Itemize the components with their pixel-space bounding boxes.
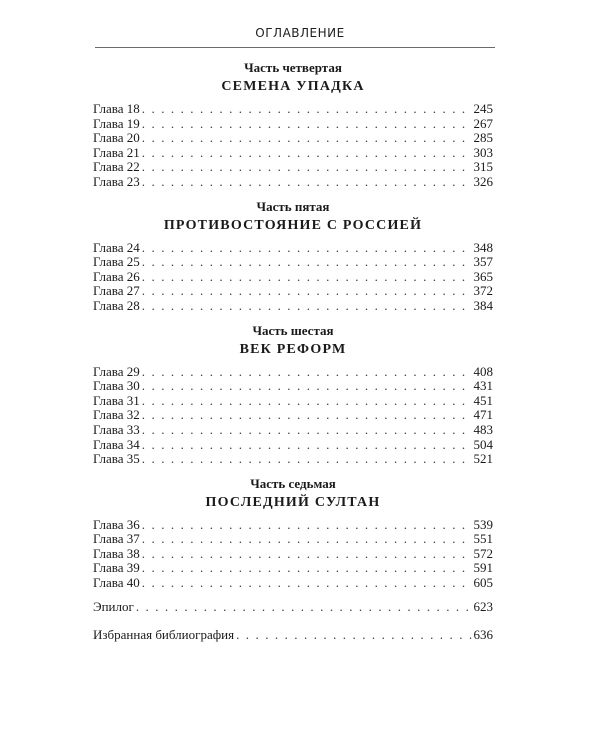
leader-dots — [142, 561, 472, 576]
part-title: ВЕК РЕФОРМ — [239, 341, 347, 357]
entry-page: 285 — [473, 130, 493, 146]
leader-dots — [142, 255, 472, 270]
leader-dots — [142, 438, 472, 453]
entry-label: Глава 32 — [93, 407, 140, 423]
toc-part — [93, 60, 493, 190]
toc-part — [93, 476, 493, 591]
entry-page: 551 — [473, 531, 493, 547]
entry-page: 539 — [473, 516, 493, 532]
entry-page: 408 — [473, 363, 493, 379]
entry-label: Глава 19 — [93, 115, 140, 131]
leader-dots — [142, 131, 472, 146]
toc-entry — [93, 576, 493, 591]
entry-page: 372 — [473, 283, 493, 299]
toc-entry — [93, 146, 493, 161]
entry-page: 483 — [473, 421, 493, 437]
leader-dots — [142, 518, 472, 533]
toc-entry — [93, 394, 493, 409]
leader-dots — [142, 408, 472, 423]
leader-dots — [142, 284, 472, 299]
entry-page: 357 — [473, 254, 493, 270]
entry-label: Глава 35 — [93, 451, 140, 467]
leader-dots — [142, 146, 472, 161]
toc-entry — [93, 423, 493, 438]
entry-page: 245 — [473, 101, 493, 116]
entry-page: 384 — [473, 297, 493, 313]
entry-label: Эпилог — [93, 598, 134, 614]
leader-dots — [142, 117, 472, 132]
toc-entry — [93, 241, 493, 256]
leader-dots — [142, 241, 472, 256]
entry-page: 605 — [473, 575, 493, 591]
entry-label: Глава 18 — [93, 101, 140, 116]
entry-label: Глава 24 — [93, 239, 140, 255]
entry-label: Глава 28 — [93, 297, 140, 313]
leader-dots — [142, 547, 472, 562]
entry-label: Глава 34 — [93, 436, 140, 452]
toc-entry — [93, 117, 493, 132]
leader-dots — [236, 628, 471, 643]
entry-label: Глава 22 — [93, 159, 140, 175]
entry-page: 636 — [473, 627, 493, 643]
leader-dots — [142, 576, 472, 591]
leader-dots — [142, 365, 472, 380]
entry-page: 303 — [473, 144, 493, 160]
part-title: СЕМЕНА УПАДКА — [221, 79, 365, 94]
entry-label: Глава 29 — [93, 363, 140, 379]
leader-dots — [142, 532, 472, 547]
entry-label: Глава 30 — [93, 378, 140, 394]
toc-part — [93, 323, 493, 467]
toc-entry-epilogue — [93, 600, 493, 615]
part-label: Часть шестая — [252, 322, 334, 338]
entry-label: Глава 27 — [93, 283, 140, 299]
entry-page: 431 — [473, 378, 493, 394]
part-label: Часть четвертая — [244, 60, 342, 75]
toc-entry — [93, 518, 493, 533]
toc-entry — [93, 160, 493, 175]
entry-label: Глава 20 — [93, 130, 140, 146]
toc-entry — [93, 408, 493, 423]
toc-entry — [93, 532, 493, 547]
entry-page: 591 — [473, 560, 493, 576]
toc-entry — [93, 438, 493, 453]
toc-content — [93, 60, 493, 643]
header-rule — [95, 47, 495, 48]
leader-dots — [142, 394, 472, 409]
leader-dots — [142, 452, 472, 467]
leader-dots — [142, 379, 472, 394]
entry-label: Глава 33 — [93, 421, 140, 437]
entry-label: Глава 26 — [93, 268, 140, 284]
toc-entry — [93, 379, 493, 394]
entry-label: Глава 39 — [93, 560, 140, 576]
leader-dots — [142, 299, 472, 314]
entry-label: Избранная библиография — [93, 627, 235, 643]
entry-label: Глава 23 — [93, 173, 140, 189]
entry-label: Глава 37 — [93, 531, 140, 547]
part-label: Часть седьмая — [250, 475, 336, 491]
part-title: ПРОТИВОСТОЯНИЕ С РОССИЕЙ — [163, 217, 423, 233]
toc-part — [93, 199, 493, 314]
entry-page: 326 — [473, 173, 493, 189]
leader-dots — [142, 102, 472, 117]
toc-entry — [93, 452, 493, 467]
running-header: ОГЛАВЛЕНИЕ — [255, 26, 345, 40]
leader-dots — [142, 423, 472, 438]
toc-entry-bibliography — [93, 628, 493, 643]
toc-entry — [93, 270, 493, 285]
entry-label: Глава 25 — [93, 254, 140, 270]
leader-dots — [142, 270, 472, 285]
entry-page: 521 — [473, 451, 493, 467]
entry-page: 471 — [473, 407, 493, 423]
toc-entry — [93, 561, 493, 576]
toc-entry — [93, 284, 493, 299]
entry-page: 267 — [473, 115, 493, 131]
entry-page: 504 — [473, 436, 493, 452]
entry-page: 315 — [473, 159, 493, 175]
leader-dots — [136, 600, 472, 615]
entry-page: 451 — [473, 392, 493, 408]
entry-page: 572 — [473, 545, 493, 561]
toc-entry — [93, 175, 493, 190]
leader-dots — [142, 175, 472, 190]
toc-entry — [93, 131, 493, 146]
entry-label: Глава 31 — [93, 392, 140, 408]
entry-label: Глава 38 — [93, 545, 140, 561]
leader-dots — [142, 160, 472, 175]
part-title: ПОСЛЕДНИЙ СУЛТАН — [205, 494, 381, 510]
part-label: Часть пятая — [256, 198, 330, 214]
toc-entry — [93, 365, 493, 380]
entry-page: 348 — [473, 239, 493, 255]
entry-label: Глава 40 — [93, 575, 140, 591]
toc-entry — [93, 299, 493, 314]
toc-entry — [93, 547, 493, 562]
entry-label: Глава 21 — [93, 144, 140, 160]
entry-page: 365 — [473, 268, 493, 284]
entry-page: 623 — [473, 598, 493, 614]
toc-entry — [93, 255, 493, 270]
entry-label: Глава 36 — [93, 516, 140, 532]
toc-entry — [93, 102, 493, 117]
